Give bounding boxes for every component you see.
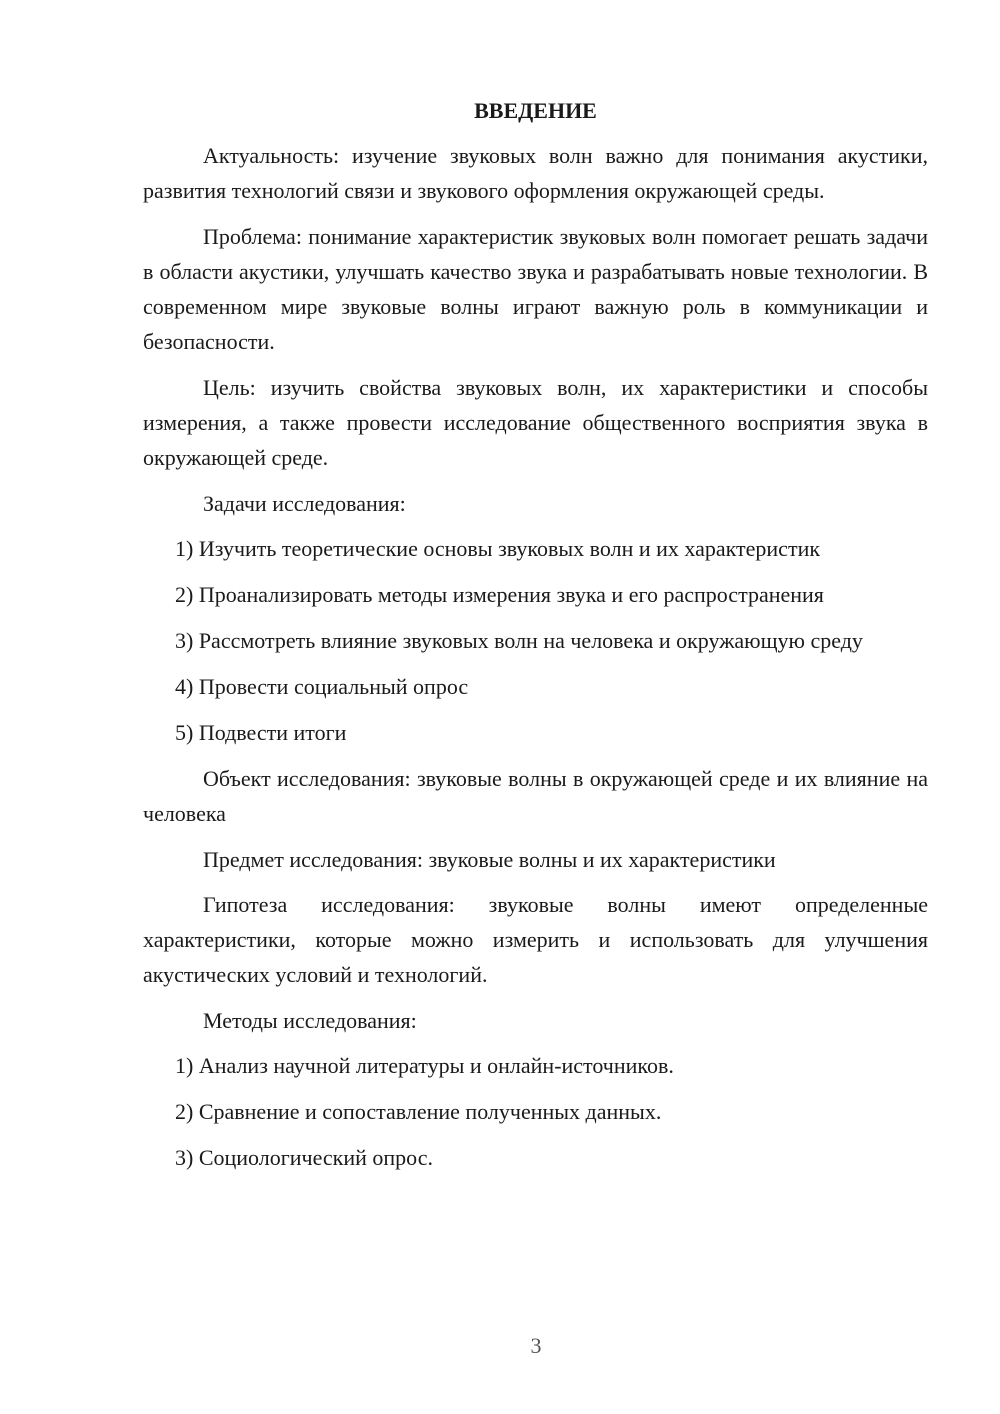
- methods-heading: Методы исследования:: [203, 1008, 417, 1033]
- method-item: 3) Социологический опрос.: [175, 1145, 433, 1170]
- page-title: ВВЕДЕНИЕ: [474, 98, 597, 123]
- problem-paragraph: Проблема: понимание характеристик звуковых волн помогает решать задачи в области акустики, улучшать качество звука и разрабатывать новые технологии. В современном мире звуковые волны играют важную роль в коммуникации и безопасности.: [143, 224, 928, 354]
- tasks-heading: Задачи исследования:: [203, 491, 406, 516]
- hypothesis-paragraph: Гипотеза исследования: звуковые волны имеют определенные характеристики, которые можно измерить и использовать для улучшения акустических условий и технологий.: [143, 892, 928, 987]
- object-paragraph: Объект исследования: звуковые волны в окружающей среде и их влияние на человека: [143, 766, 928, 826]
- subject-paragraph: Предмет исследования: звуковые волны и их характеристики: [203, 847, 776, 872]
- relevance-paragraph: Актуальность: изучение звуковых волн важно для понимания акустики, развития технологий связи и звукового оформления окружающей среды.: [143, 143, 928, 203]
- task-item: 3) Рассмотреть влияние звуковых волн на человека и окружающую среду: [175, 628, 863, 653]
- goal-paragraph: Цель: изучить свойства звуковых волн, их характеристики и способы измерения, а также провести исследование общественного восприятия звука в окружающей среде.: [143, 375, 928, 470]
- document-body: [143, 96, 928, 1186]
- task-item: 4) Провести социальный опрос: [175, 674, 469, 699]
- task-item: 2) Проанализировать методы измерения звука и его распространения: [175, 582, 824, 607]
- task-item: 1) Изучить теоретические основы звуковых волн и их характеристик: [175, 536, 821, 561]
- page-number: 3: [530, 1333, 542, 1358]
- method-item: 1) Анализ научной литературы и онлайн-источников.: [175, 1053, 674, 1078]
- method-item: 2) Сравнение и сопоставление полученных данных.: [175, 1099, 662, 1124]
- task-item: 5) Подвести итоги: [175, 720, 347, 745]
